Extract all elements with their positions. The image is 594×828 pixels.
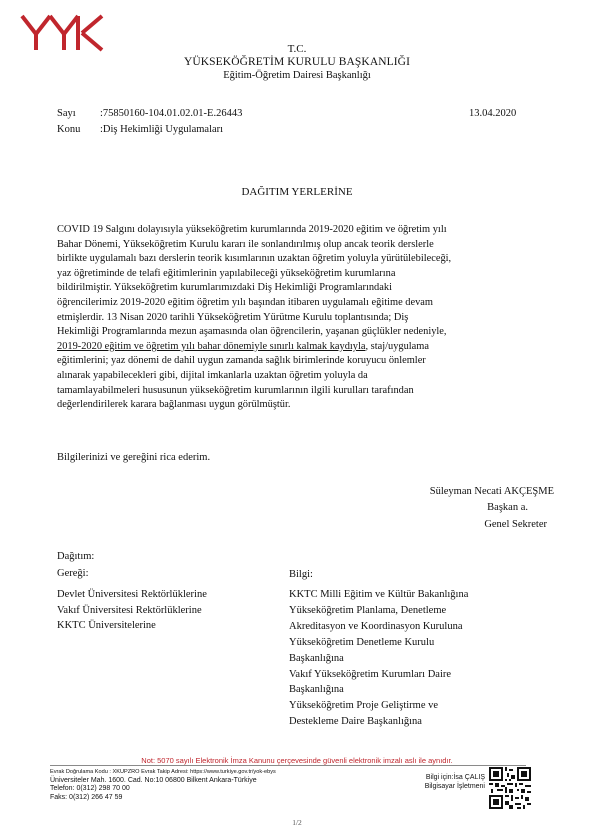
department-name: Eğitim-Öğretim Dairesi Başkanlığı [223,70,371,81]
qr-code-icon [489,767,531,809]
body-line: öğrencilerimiz 2019-2020 eğitim öğretim yılı başından itibaren uygulamalı eğitime devam [57,296,433,308]
footer-fax: Faks: 0(312) 266 47 59 [50,793,123,801]
body-line: bildirilmiştir. Yükseköğretim kurumlarımızdaki Diş Hekimliği Programlarındaki [57,282,392,294]
yok-logo-icon [20,14,104,52]
body-line: Bahar Dönemi, Yükseköğretim Kurulu kararı ile sonlandırılmış olup ancak teorik derslerle [57,238,434,250]
gereg-list [57,587,207,634]
body-line-rest: , staj/uygulama [365,340,429,352]
bilgi-item: Başkanlığına [289,684,344,696]
bilgi-list [289,587,468,730]
bilgi-item: Yükseköğretim Denetleme Kurulu [289,636,435,648]
footer-divider [50,765,526,766]
footer-phone: Telefon: 0(312) 298 70 00 [50,785,130,792]
body-line: Hekimliği Programlarında mezun aşamasında olan öğrencilerin, yaşanan güçlükler nedeniyle, [57,326,447,338]
signatory-title-2: Genel Sekreter [484,519,547,530]
sayi-label: Sayı [57,108,76,119]
bilgi-item: Başkanlığına [289,652,344,664]
body-line [57,340,523,355]
distribution-title: Dağıtım: [57,551,95,562]
recipients-heading: DAĞITIM YERLERİNE [241,186,353,198]
bilgi-item: KKTC Milli Eğitim ve Kültür Bakanlığına [289,589,469,600]
body-line: etmişlerdir. 13 Nisan 2020 tarihli Yükseköğretim Yürütme Kurulu toplantısında; Diş [57,311,409,323]
body-paragraph [57,223,523,413]
footer-contact [50,768,276,802]
sayi-value: :75850160-104.01.02.01-E.26443 [100,108,243,119]
verification-info: Evrak Doğrulama Kodu : XKUPZRO Evrak Takip Adresi: https://www.turkiye.gov.tr/yok-ebys [50,769,276,775]
signatory-title-1: Başkan a. [487,502,528,513]
gereg-label: Gereği: [57,568,89,579]
bilgi-item: Destekleme Daire Başkanlığına [289,716,422,728]
body-line: COVID 19 Salgını dolayısıyla yükseköğretim kurumlarında 2019-2020 eğitim ve öğretim yılı [57,224,447,235]
footer-info [390,774,485,791]
underlined-text: 2019-2020 eğitim ve öğretim yılı bahar dönemiyle sınırlı kalmak kaydıyla [57,340,366,352]
gereg-item: Devlet Üniversitesi Rektörlüklerine [57,589,207,600]
document-date: 13.04.2020 [469,108,517,119]
body-line: birlikte uygulamalı bazı derslerin teorik kısımlarının uzaktan öğretim yoluyla yürütülebileceği, [57,253,452,265]
bilgi-item: Akreditasyon ve Koordinasyon Kuruluna [289,620,463,632]
bilgi-item: Vakıf Yükseköğretim Kurumları Daire [289,668,452,680]
bilgi-label: Bilgi: [289,569,313,580]
konu-value: :Diş Hekimliği Uygulamaları [100,124,224,135]
info-contact: Bilgi için:İsa ÇALIŞ [425,774,485,781]
gereg-item: Vakıf Üniversitesi Rektörlüklerine [57,604,202,616]
body-line: tamamlayabilmeleri hususunun yükseköğretim kurumlarının ilgili kurulları tarafından [57,384,414,396]
body-line: alınarak yapabilecekleri gibi, dijital imkanlarla uzaktan öğretim yoluyla da [57,369,368,381]
body-line: eğitimlerini; yaz dönemi de dahil uygun zamanda sağlık birimlerinde koruyucu önlemler [57,355,426,367]
bilgi-item: Yükseköğretim Planlama, Denetleme [289,604,447,616]
info-role: Bilgisayar İşletmeni [424,782,485,790]
page-number: 1/2 [292,818,302,827]
gereg-item: KKTC Üniversitelerine [57,620,156,631]
e-signature-note: Not: 5070 sayılı Elektronik İmza Kanunu çerçevesinde güvenli elektronik imzalı aslı ile aynıdır. [141,756,453,765]
institution-name: YÜKSEKÖĞRETİM KURULU BAŞKANLIĞI [183,56,411,68]
closing-line: Bilgilerinizi ve gereğini rica ederim. [57,452,211,463]
footer-address: Üniversiteler Mah. 1600. Cad. No:10 06800 Bilkent Ankara-Türkiye [50,776,257,784]
body-line: yaz öğretiminde de telafi eğitimlerinin yapılabileceği yükseköğretim kurumlarına [57,267,396,279]
header-tc: T.C. [287,43,307,55]
konu-label: Konu [57,124,81,135]
signatory-name: Süleyman Necati AKÇEŞME [429,486,554,497]
body-line: değerlendirilerek karara bağlanması uygun görülmüştür. [57,399,291,411]
bilgi-item: Yükseköğretim Proje Geliştirme ve [289,700,439,712]
